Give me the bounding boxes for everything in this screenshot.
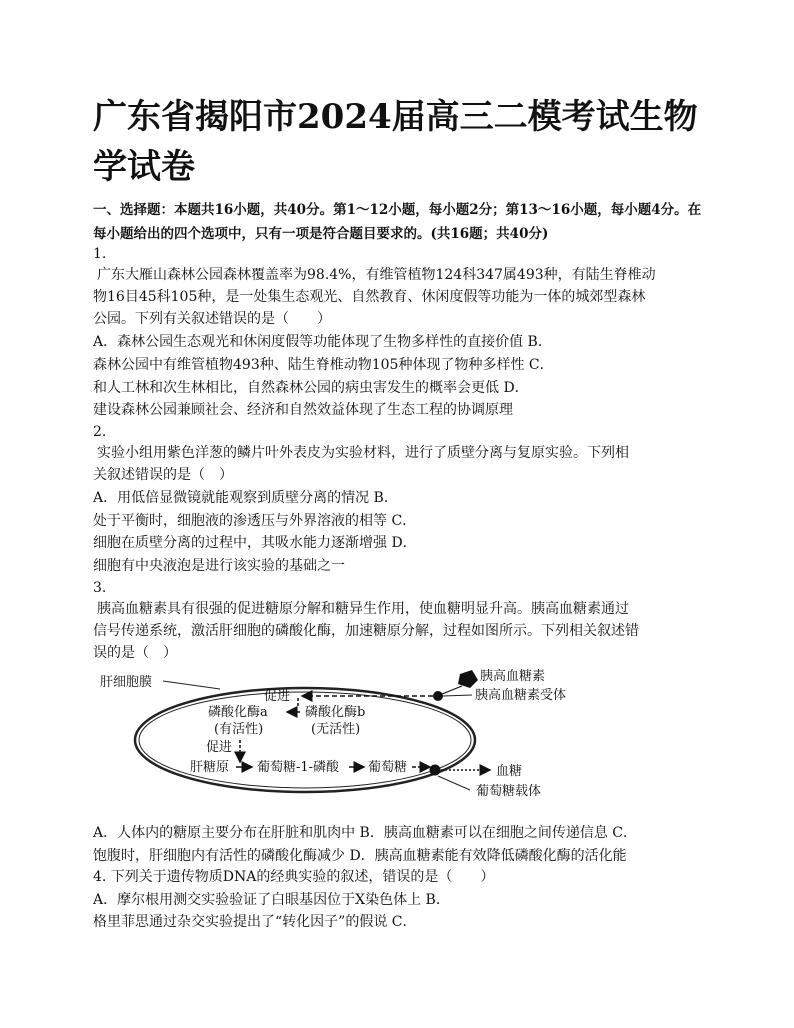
g1p-label: 葡萄糖-1-磷酸 xyxy=(257,760,340,775)
section-header: 一、选择题：本题共16小题，共40分。第1～12小题，每小题2分；第13～16小题，每小题4分。在每小题给出的四个选项中，只有一项是符合题目要求的。(共16题；共40分) xyxy=(93,202,702,242)
glycogen-label: 肝糖原 xyxy=(190,760,230,775)
q2-option-line-4: 细胞有中央液泡是进行该实验的基础之一 xyxy=(93,558,345,574)
q1-option-line-2: 森林公园中有维管植物493种、陆生脊椎动物105种体现了物种多样性 C． xyxy=(93,357,554,373)
glucagon-molecule-icon xyxy=(458,670,478,688)
promote-label-1: 促进 xyxy=(264,689,291,704)
glucose-label: 葡萄糖 xyxy=(368,760,408,775)
q4-option-line-1: A．摩尔根用测交实验验证了白眼基因位于X染色体上 B． xyxy=(93,892,450,908)
q4-stem: 4. 下列关于遗传物质DNA的经典实验的叙述，错误的是（ ） xyxy=(93,869,495,885)
membrane-label: 肝细胞膜 xyxy=(100,675,153,690)
q3-stem-line-3: 误的是（ ） xyxy=(93,645,177,661)
enzyme-a-note: (有活性) xyxy=(214,722,264,737)
enzyme-a-label: 磷酸化酶a xyxy=(208,705,268,720)
q2-stem-line-2: 关叙述错误的是（ ） xyxy=(93,467,233,483)
q1-stem-line-1: 广东大雁山森林公园森林覆盖率为98.4%，有维管植物124科347属493种，有陆生脊椎动 xyxy=(97,267,656,283)
blood-glucose-label: 血糖 xyxy=(496,764,523,779)
q1-stem-line-2: 物16目45科105种，是一处集生态观光、自然教育、休闲度假等功能为一体的城郊型森林 xyxy=(93,289,646,305)
receptor-icon xyxy=(433,691,443,701)
q1-stem-line-3: 公园。下列有关叙述错误的是（ ） xyxy=(93,311,331,327)
q1-number: 1. xyxy=(93,246,107,262)
q4-option-line-2: 格里菲思通过杂交实验提出了“转化因子”的假说 C． xyxy=(93,914,417,930)
q2-option-line-2: 处于平衡时，细胞液的渗透压与外界溶液的相等 C． xyxy=(93,513,417,529)
q3-stem-line-2: 信号传递系统，激活肝细胞的磷酸化酶，加速糖原分解，过程如图所示。下列相关叙述错 xyxy=(93,623,639,639)
q3-number: 3. xyxy=(93,580,107,596)
enzyme-b-note: (无活性) xyxy=(311,722,361,737)
cell-membrane-outer xyxy=(135,688,475,792)
receptor-label: 胰高血糖素受体 xyxy=(475,688,567,703)
q3-stem-line-1: 胰高血糖素具有很强的促进糖原分解和糖异生作用，使血糖明显升高。胰高血糖素通过 xyxy=(97,601,629,617)
q3-option-line-1: A．人体内的糖原主要分布在肝脏和肌肉中 B．胰高血糖素可以在细胞之间传递信息 C． xyxy=(93,825,638,841)
transporter-icon xyxy=(430,765,441,776)
q1-option-line-1: A．森林公园生态观光和休闲度假等功能体现了生物多样性的直接价值 B． xyxy=(93,334,552,350)
q2-option-line-1: A．用低倍显微镜就能观察到质壁分离的情况 B． xyxy=(93,490,398,506)
glucagon-label: 胰高血糖素 xyxy=(480,669,546,684)
promote-label-2: 促进 xyxy=(206,740,233,755)
q2-option-line-3: 细胞在质壁分离的过程中，其吸水能力逐渐增强 D． xyxy=(93,535,417,551)
page-title: 广东省揭阳市2024届高三二模考试生物学试卷 xyxy=(93,97,698,187)
glucagon-binding-line xyxy=(442,686,462,694)
q3-option-line-2: 饱腹时，肝细胞内有活性的磷酸化酶减少 D．胰高血糖素能有效降低磷酸化酶的活化能 xyxy=(93,848,627,864)
q2-stem-line-1: 实验小组用紫色洋葱的鳞片叶外表皮为实验材料，进行了质壁分离与复原实验。下列相 xyxy=(97,445,629,461)
membrane-leader-line xyxy=(163,681,220,689)
enzyme-b-label: 磷酸化酶b xyxy=(305,705,366,720)
receptor-leader-line xyxy=(443,695,472,696)
transporter-label: 葡萄糖载体 xyxy=(476,784,542,799)
q2-number: 2. xyxy=(93,424,107,440)
q1-option-line-3: 和人工林和次生林相比，自然森林公园的病虫害发生的概率会更低 D． xyxy=(93,380,529,396)
transporter-leader-line xyxy=(438,776,470,790)
q1-option-line-4: 建设森林公园兼顾社会、经济和自然效益体现了生态工程的协调原理 xyxy=(93,402,513,418)
